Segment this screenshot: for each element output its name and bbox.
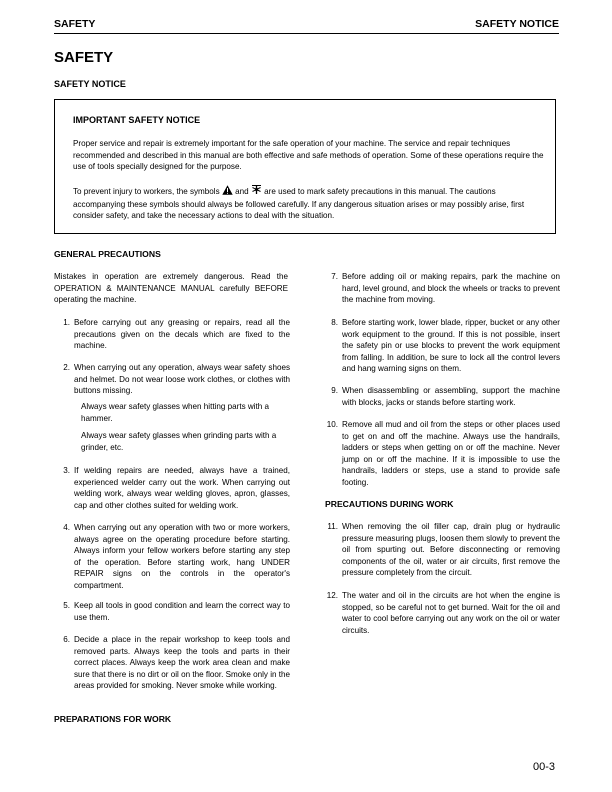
item-number: 1. <box>63 318 70 327</box>
item-text: Before adding oil or making repairs, park the machine on hard, level ground, and block the wheels or tracks to prevent the machine from moving. <box>342 272 560 304</box>
item-text: When carrying out any operation with two or more workers, always agree on the operating procedure before starting. Always inform your fellow workers before starting any step of the operation. Before starting work, hang UNDER REPAIR signs on the controls in the operator's compartment. <box>74 523 290 590</box>
item-number: 9. <box>331 386 338 395</box>
page-header <box>54 18 559 32</box>
item-text: Decide a place in the repair workshop to keep tools and removed parts. Always keep the tools and parts in their correct places. Always keep the work area clean and make sure that there is no dirt or oil on the floor. Smoke only in the areas provided for smoking. Never smoke while working. <box>74 635 290 690</box>
item-text: Keep all tools in good condition and learn the correct way to use them. <box>74 601 290 622</box>
section-subtitle: SAFETY NOTICE <box>54 79 126 89</box>
item-number: 7. <box>331 272 338 281</box>
notice-title: IMPORTANT SAFETY NOTICE <box>73 115 201 125</box>
item-note: Always wear safety glasses when hitting parts with a hammer. <box>81 402 270 423</box>
item-text: If welding repairs are needed, always have a trained, experienced welder carry out the work. When carrying out welding work, always wear welding gloves, apron, glasses, cap and other clothes suited for welding work. <box>74 466 290 510</box>
item-number: 12. <box>326 591 338 600</box>
page-title: SAFETY <box>54 49 114 66</box>
header-left: SAFETY <box>54 18 96 30</box>
item-number: 10. <box>326 420 338 429</box>
page-number: 00-3 <box>533 761 556 773</box>
notice-paragraph-1: Proper service and repair is extremely important for the safe operation of your machine. The service and repair techniques recommended and described in this manual are both effective and safe methods of operation. Some of these operations require the use of tools specially designed for the purpose. <box>73 139 544 171</box>
item-text: Before carrying out any greasing or repairs, read all the precautions given on the decals which are fixed to the machine. <box>74 318 290 350</box>
notice-paragraph-2 <box>73 185 545 222</box>
item-number: 8. <box>331 318 338 327</box>
warning-triangle-icon <box>222 185 233 199</box>
item-number: 6. <box>63 635 70 644</box>
item-text: When removing the oil filler cap, drain plug or hydraulic pressure measuring plugs, loosen them slowly to prevent the oil from spurting out. Before disconnecting or removing components of the oil, water or air circuits, first remove the pressure completely from the circuit. <box>342 522 560 577</box>
item-number: 11. <box>327 522 338 531</box>
item-note: Always wear safety glasses when grinding parts with a grinder, etc. <box>81 431 277 452</box>
caution-icon <box>251 185 262 199</box>
notice-text-and: and <box>235 187 249 196</box>
general-intro: Mistakes in operation are extremely dangerous. Read the OPERATION & MAINTENANCE MANUAL carefully BEFORE operating the machine. <box>54 272 288 304</box>
item-text: Before starting work, lower blade, ripper, bucket or any other work equipment to the ground. If this is not possible, insert the safety pin or use blocks to prevent the work equipment from falling. In addition, be sure to lock all the control levers and hang warning signs on them. <box>342 318 560 373</box>
item-text: The water and oil in the circuits are hot when the engine is stopped, so be careful not to get burned. Wait for the oil and water to cool before carrying out any work on the oil or water circuits. <box>342 591 560 635</box>
item-number: 2. <box>63 363 70 372</box>
header-right: SAFETY NOTICE <box>475 18 559 30</box>
preparations-heading: PREPARATIONS FOR WORK <box>54 714 172 724</box>
header-divider <box>54 33 559 34</box>
notice-text-before: To prevent injury to workers, the symbols <box>73 187 220 196</box>
general-precautions-heading: GENERAL PRECAUTIONS <box>54 249 161 259</box>
item-number: 3. <box>63 466 70 475</box>
item-text: When carrying out any operation, always wear safety shoes and helmet. Do not wear loose work clothes, or clothes with buttons missing. <box>74 363 290 395</box>
item-number: 4. <box>63 523 70 532</box>
item-text: When disassembling or assembling, support the machine with blocks, jacks or stands before starting work. <box>342 386 560 407</box>
precautions-during-work-heading: PRECAUTIONS DURING WORK <box>325 499 454 509</box>
item-number: 5. <box>63 601 70 610</box>
item-text: Remove all mud and oil from the steps or other places used to get on and off the machine. Always use the handrails, ladders or steps when getting on or off the machine. Never jump on or off the machine. If it is impossible to use the handrails, ladders or steps, use a stand to provide safe footing. <box>342 420 560 487</box>
notice-text-after: are used to mark safety precautions in this manual. The cautions accompanying these symbols should always be followed carefully. If any dangerous situation arises or may possibly arise, first consider safety, and take the necessary actions to deal with the situation. <box>73 187 525 220</box>
